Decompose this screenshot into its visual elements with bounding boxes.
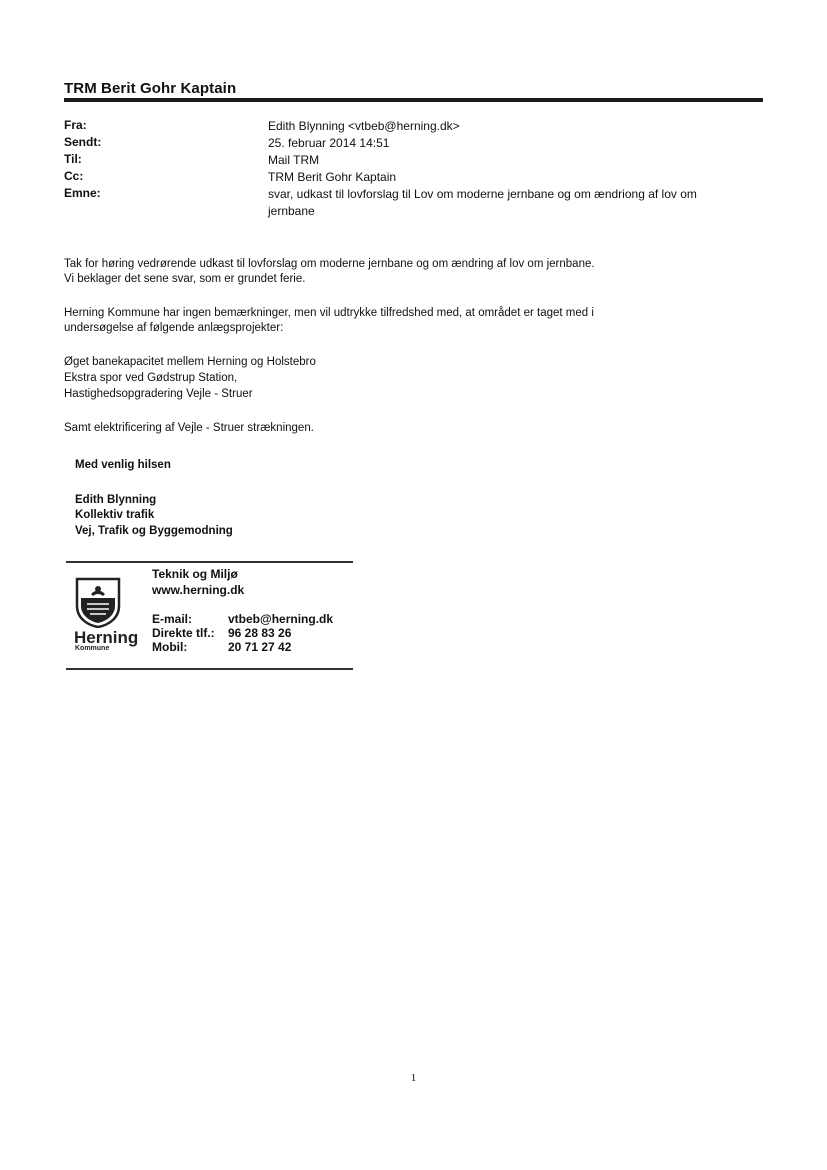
from-value: Edith Blynning <vtbeb@herning.dk>: [268, 119, 460, 133]
card-phone-value: 96 28 83 26: [228, 626, 292, 640]
body-paragraph-2-line-1: Herning Kommune har ingen bemærkninger, men vil udtrykke tilfredshed med, at området er taget med i: [64, 307, 594, 319]
subject-value-line2: jernbane: [268, 204, 315, 218]
signature-name: Edith Blynning: [75, 494, 157, 506]
card-unit: Teknik og Miljø: [152, 567, 238, 581]
herning-coat-of-arms-icon: [73, 576, 123, 628]
card-top-rule: [66, 561, 353, 563]
body-paragraph-3: Samt elektrificering af Vejle - Struer strækningen.: [64, 422, 314, 434]
body-paragraph-2-line-2: undersøgelse af følgende anlægsprojekter:: [64, 322, 284, 334]
body-paragraph-1-line-2: Vi beklager det sene svar, som er grundet ferie.: [64, 273, 306, 285]
sent-label: Sendt:: [64, 135, 102, 149]
card-email-label: E-mail:: [152, 612, 193, 626]
cc-value: TRM Berit Gohr Kaptain: [268, 170, 397, 184]
cc-label: Cc:: [64, 169, 84, 183]
card-bottom-rule: [66, 668, 353, 670]
herning-logo-subtitle: Kommune: [75, 645, 110, 652]
card-email-link[interactable]: vtbeb@herning.dk: [228, 612, 334, 626]
to-value: Mail TRM: [268, 153, 320, 167]
subject-value-line1: svar, udkast til lovforslag til Lov om moderne jernbane og om ændriong af lov om: [268, 187, 697, 201]
project-item: Øget banekapacitet mellem Herning og Holstebro: [64, 356, 316, 368]
page-number: 1: [410, 1072, 417, 1084]
card-mobile-label: Mobil:: [152, 640, 188, 654]
email-owner-title: TRM Berit Gohr Kaptain: [64, 80, 237, 97]
project-item: Hastighedsopgradering Vejle - Struer: [64, 388, 253, 400]
title-divider: [64, 98, 763, 102]
sent-value: 25. februar 2014 14:51: [268, 136, 390, 150]
to-label: Til:: [64, 152, 82, 166]
herning-logo-wordmark: Herning: [74, 628, 139, 647]
body-paragraph-1-line-1: Tak for høring vedrørende udkast til lovforslag om moderne jernbane og om ændring af lov om jernbane.: [64, 258, 595, 270]
from-label: Fra:: [64, 118, 87, 132]
signature-greeting: Med venlig hilsen: [75, 459, 171, 471]
card-website-link[interactable]: www.herning.dk: [152, 583, 245, 597]
signature-department: Kollektiv trafik: [75, 509, 155, 521]
card-phone-label: Direkte tlf.:: [152, 626, 215, 640]
subject-label: Emne:: [64, 186, 101, 200]
card-mobile-value: 20 71 27 42: [228, 640, 292, 654]
signature-division: Vej, Trafik og Byggemodning: [75, 525, 233, 537]
project-item: Ekstra spor ved Gødstrup Station,: [64, 372, 238, 384]
